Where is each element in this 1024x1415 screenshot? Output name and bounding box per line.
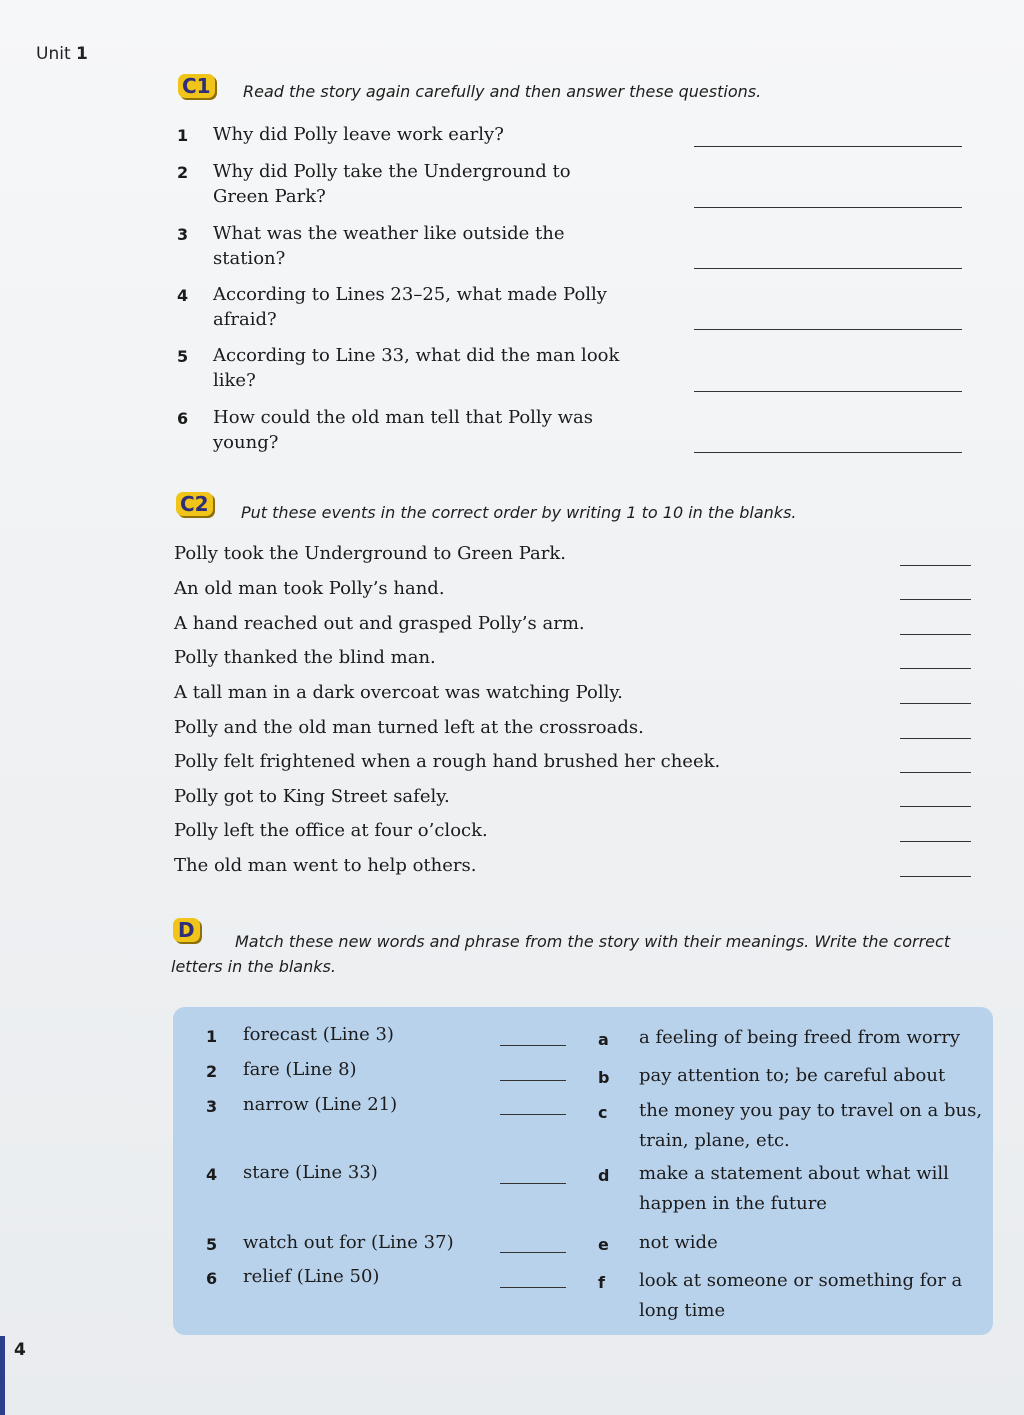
question-text: According to Line 33, what did the man look like? bbox=[213, 345, 620, 391]
unit-label bbox=[36, 44, 88, 64]
match-blank[interactable] bbox=[500, 1080, 566, 1081]
word-number: 3 bbox=[206, 1097, 218, 1116]
event-item: Polly and the old man turned left at the crossroads. bbox=[174, 717, 644, 738]
question-number: 3 bbox=[177, 225, 189, 244]
event-item: Polly thanked the blind man. bbox=[174, 647, 436, 668]
meaning-text: make a statement about what will happen in the future bbox=[639, 1163, 949, 1214]
word-text: watch out for (Line 37) bbox=[243, 1232, 454, 1253]
d-instruction: Match these new words and phrase from the story with their meanings. Write the correct letters in the blanks. bbox=[171, 932, 951, 976]
event-item: Polly took the Underground to Green Park. bbox=[174, 543, 566, 564]
question-number: 1 bbox=[177, 126, 189, 145]
meaning-letter: c bbox=[598, 1103, 608, 1122]
event-item: Polly felt frightened when a rough hand brushed her cheek. bbox=[174, 751, 721, 772]
answer-blank[interactable] bbox=[694, 146, 962, 147]
question-number: 2 bbox=[177, 163, 189, 182]
word-number: 6 bbox=[206, 1269, 218, 1288]
question-text: Why did Polly leave work early? bbox=[213, 124, 504, 145]
meaning-letter: a bbox=[598, 1030, 609, 1049]
question-number: 4 bbox=[177, 286, 189, 305]
answer-blank[interactable] bbox=[694, 268, 962, 269]
word-text: forecast (Line 3) bbox=[243, 1024, 394, 1045]
word-text: narrow (Line 21) bbox=[243, 1094, 398, 1115]
event-blank[interactable] bbox=[900, 841, 971, 842]
question-text: According to Lines 23–25, what made Polly afraid? bbox=[213, 284, 607, 330]
event-item: A tall man in a dark overcoat was watching Polly. bbox=[174, 682, 623, 703]
event-blank[interactable] bbox=[900, 599, 971, 600]
word-number: 4 bbox=[206, 1165, 218, 1184]
page-edge-bar bbox=[0, 1336, 5, 1415]
word-number: 5 bbox=[206, 1235, 218, 1254]
c1-badge: C1 bbox=[178, 74, 215, 98]
event-item: An old man took Polly’s hand. bbox=[174, 578, 445, 599]
word-number: 2 bbox=[206, 1062, 218, 1081]
meaning-text: the money you pay to travel on a bus, train, plane, etc. bbox=[639, 1100, 983, 1151]
event-blank[interactable] bbox=[900, 703, 971, 704]
question-text: Why did Polly take the Underground to Green Park? bbox=[213, 161, 571, 207]
meaning-text: not wide bbox=[639, 1232, 718, 1253]
word-text: relief (Line 50) bbox=[243, 1266, 380, 1287]
event-blank[interactable] bbox=[900, 772, 971, 773]
meaning-letter: e bbox=[598, 1235, 609, 1254]
event-blank[interactable] bbox=[900, 876, 971, 877]
match-blank[interactable] bbox=[500, 1183, 566, 1184]
d-badge: D bbox=[173, 918, 200, 942]
event-item: Polly got to King Street safely. bbox=[174, 786, 450, 807]
match-blank[interactable] bbox=[500, 1114, 566, 1115]
word-number: 1 bbox=[206, 1027, 218, 1046]
unit-number: 1 bbox=[76, 44, 88, 64]
meaning-text: pay attention to; be careful about bbox=[639, 1065, 946, 1086]
event-blank[interactable] bbox=[900, 806, 971, 807]
meaning-text: look at someone or something for a long time bbox=[639, 1270, 963, 1321]
event-item: Polly left the office at four o’clock. bbox=[174, 820, 488, 841]
question-number: 5 bbox=[177, 347, 189, 366]
meaning-text: a feeling of being freed from worry bbox=[639, 1027, 961, 1048]
event-item: The old man went to help others. bbox=[174, 855, 477, 876]
c2-instruction: Put these events in the correct order by writing 1 to 10 in the blanks. bbox=[241, 503, 797, 522]
meaning-letter: d bbox=[598, 1166, 610, 1185]
meaning-letter: f bbox=[598, 1273, 605, 1292]
unit-word: Unit bbox=[36, 44, 71, 64]
event-blank[interactable] bbox=[900, 668, 971, 669]
event-item: A hand reached out and grasped Polly’s arm. bbox=[174, 613, 585, 634]
match-blank[interactable] bbox=[500, 1045, 566, 1046]
event-blank[interactable] bbox=[900, 565, 971, 566]
match-blank[interactable] bbox=[500, 1287, 566, 1288]
page-number: 4 bbox=[14, 1340, 26, 1360]
meaning-letter: b bbox=[598, 1068, 610, 1087]
word-text: fare (Line 8) bbox=[243, 1059, 357, 1080]
question-text: What was the weather like outside the station? bbox=[213, 223, 565, 269]
event-blank[interactable] bbox=[900, 634, 971, 635]
answer-blank[interactable] bbox=[694, 207, 962, 208]
word-text: stare (Line 33) bbox=[243, 1162, 378, 1183]
question-text: How could the old man tell that Polly was young? bbox=[213, 407, 593, 453]
answer-blank[interactable] bbox=[694, 329, 962, 330]
event-blank[interactable] bbox=[900, 738, 971, 739]
answer-blank[interactable] bbox=[694, 391, 962, 392]
match-blank[interactable] bbox=[500, 1252, 566, 1253]
question-number: 6 bbox=[177, 409, 189, 428]
answer-blank[interactable] bbox=[694, 452, 962, 453]
c2-badge: C2 bbox=[176, 492, 213, 516]
c1-instruction: Read the story again carefully and then answer these questions. bbox=[243, 82, 762, 101]
